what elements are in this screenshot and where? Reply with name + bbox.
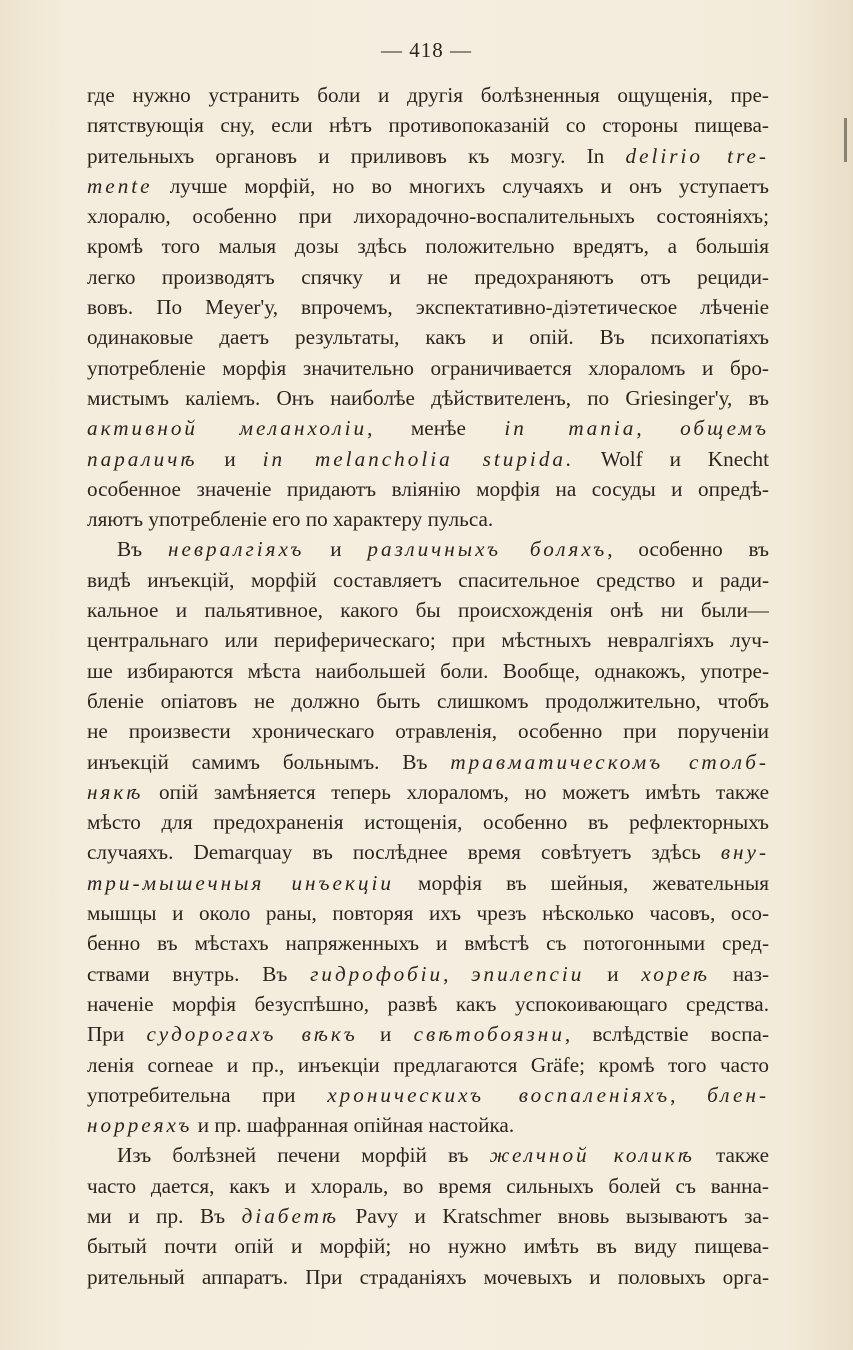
emphasis-text: активной меланхоліи <box>87 416 368 441</box>
text-segment: употребительна при <box>87 1082 328 1107</box>
text-segment: не произвести хроническаго отравленія, особенно при порученіи <box>87 719 769 744</box>
text-line <box>87 686 769 716</box>
text-segment: Въ <box>117 537 168 562</box>
emphasis-text: delirio tre- <box>625 143 769 168</box>
text-segment: хлоралю, особенно при лихорадочно-воспалительныхъ состояніяхъ; <box>87 204 769 229</box>
text-line <box>87 1050 769 1080</box>
text-line <box>87 322 769 352</box>
text-segment: ми и пр. Въ <box>87 1203 242 1228</box>
text-segment: мистымъ каліемъ. Онъ наиболѣе дѣйствителенъ, по Griesinger'у, въ <box>87 385 769 410</box>
text-segment: где нужно устранить боли и другія болѣзненныя ощущенія, пре- <box>87 83 769 107</box>
text-segment: и <box>357 1022 414 1047</box>
emphasis-text: эпилепсіи <box>471 961 585 986</box>
text-line <box>87 747 769 777</box>
text-segment: кромѣ того малыя дозы здѣсь положительно вредятъ, а большія <box>87 234 769 259</box>
text-line <box>87 383 769 413</box>
text-segment: видѣ инъекцій, морфій составляетъ спасительное средство и ради- <box>87 567 769 592</box>
text-segment: мышцы и около раны, повторяя ихъ чрезъ нѣсколько часовъ, осо- <box>87 901 769 926</box>
emphasis-text: три-мышечныя инъекціи <box>87 870 394 895</box>
page-edge-mark <box>844 118 847 162</box>
emphasis-text: блен- <box>707 1082 769 1107</box>
text-segment: особенное значеніе придаютъ вліянію морфія на сосуды и опредѣ- <box>87 476 769 501</box>
emphasis-text: общемъ <box>680 416 769 441</box>
emphasis-text: mente <box>87 173 153 198</box>
text-segment: и <box>584 961 642 986</box>
text-line <box>87 777 769 807</box>
text-segment: легко производятъ спячку и не предохраняютъ отъ рециди- <box>87 264 769 289</box>
emphasis-text: хореѣ <box>641 961 711 986</box>
emphasis-text: діабетѣ <box>241 1203 340 1228</box>
text-line <box>87 1231 769 1261</box>
text-line <box>87 928 769 958</box>
text-segment: и <box>197 446 263 471</box>
text-line <box>87 353 769 383</box>
text-segment: ляютъ употребленіе его по характеру пульса. <box>87 507 494 532</box>
emphasis-text: травматическомъ столб- <box>450 749 769 774</box>
text-line <box>87 534 769 564</box>
text-segment: При <box>87 1022 147 1047</box>
text-segment: вовъ. По Meyer'у, впрочемъ, экспектативно-діэтетическое лѣченіе <box>87 295 769 320</box>
text-segment: , <box>670 1082 708 1107</box>
text-segment: лучше морфій, но во многихъ случаяхъ и онъ уступаетъ <box>152 173 769 198</box>
emphasis-text: гидрофобіи <box>310 961 444 986</box>
emphasis-text: свѣтобоязни <box>413 1022 565 1047</box>
emphasis-text: желчной коликѣ <box>489 1143 695 1168</box>
text-line <box>87 1171 769 1201</box>
text-segment: , менѣе <box>367 416 505 441</box>
emphasis-text: някѣ <box>87 779 144 804</box>
emphasis-text: параличѣ <box>87 446 198 471</box>
text-line <box>87 504 769 534</box>
body-text <box>87 80 769 1292</box>
text-segment: инъекцій самимъ больнымъ. Въ <box>87 749 451 774</box>
text-line <box>87 474 769 504</box>
emphasis-text: хроническихъ воспаленіяхъ <box>327 1082 671 1107</box>
text-line <box>87 807 769 837</box>
text-segment: Pavy и Kratschmer вновь вызываютъ за- <box>339 1203 769 1228</box>
text-line <box>87 110 769 140</box>
emphasis-text: норреяхъ <box>87 1113 193 1138</box>
text-line <box>87 1201 769 1231</box>
text-segment: , <box>443 961 472 986</box>
text-segment: случаяхъ. Demarquay въ послѣднее время совѣтуетъ здѣсь <box>87 840 721 865</box>
text-segment: бленіе опіатовъ не должно быть слишкомъ продолжительно, чтобъ <box>87 688 769 713</box>
text-segment: пятствующія сну, если нѣтъ противопоказаній со стороны пищева- <box>87 113 769 138</box>
text-line <box>87 868 769 898</box>
text-line <box>87 262 769 292</box>
text-segment: и пр. шафранная опійная настойка. <box>192 1113 515 1138</box>
text-segment: наз- <box>710 961 769 986</box>
emphasis-text: in mania <box>504 416 637 441</box>
text-segment: рительный аппаратъ. При страданіяхъ мочевыхъ и половыхъ орга- <box>87 1264 769 1289</box>
text-segment: морфія въ шейныя, жевательныя <box>393 870 769 895</box>
text-line <box>87 898 769 928</box>
emphasis-text: судорогахъ вѣкъ <box>146 1022 358 1047</box>
emphasis-text: in melancholia stupida. <box>262 446 575 471</box>
text-segment: Изъ болѣзней печени морфій въ <box>117 1143 490 1168</box>
text-line <box>87 716 769 746</box>
text-line <box>87 171 769 201</box>
text-line <box>87 80 769 110</box>
text-segment: центральнаго или периферическаго; при мѣстныхъ невралгіяхъ луч- <box>87 628 769 653</box>
text-line <box>87 656 769 686</box>
text-segment: кальное и пальятивное, какого бы происхожденія онѣ ни были— <box>87 598 769 623</box>
text-line <box>87 413 769 443</box>
text-line <box>87 141 769 171</box>
text-segment: , <box>636 416 681 441</box>
text-line <box>87 1019 769 1049</box>
text-segment: ленія corneae и пр., инъекціи предлагаются Gräfe; кромѣ того часто <box>87 1052 769 1077</box>
emphasis-text: различныхъ боляхъ <box>367 537 608 562</box>
text-line <box>87 959 769 989</box>
page-number: — 418 — <box>381 38 472 62</box>
text-line <box>87 292 769 322</box>
text-segment: мѣсто для предохраненія истощенія, особенно въ рефлекторныхъ <box>87 810 769 835</box>
text-segment: бытый почти опій и морфій; но нужно имѣть въ виду пищева- <box>87 1234 769 1259</box>
emphasis-text: невралгіяхъ <box>167 537 305 562</box>
text-line <box>87 1080 769 1110</box>
text-segment: ствами внутрь. Въ <box>87 961 311 986</box>
text-line <box>87 989 769 1019</box>
text-line <box>87 625 769 655</box>
text-line <box>87 231 769 261</box>
text-segment: наченіе морфія безуспѣшно, развѣ какъ успокоивающаго средства. <box>87 991 769 1016</box>
text-line <box>87 837 769 867</box>
text-line <box>87 444 769 474</box>
text-segment: опій замѣняется теперь хлораломъ, но можетъ имѣть также <box>143 779 769 804</box>
text-segment: , особенно въ <box>607 537 769 562</box>
text-segment: одинаковые даетъ результаты, какъ и опій. Въ психопатіяхъ <box>87 325 769 350</box>
text-segment: часто дается, какъ и хлораль, во время сильныхъ болей съ ванна- <box>87 1173 769 1198</box>
text-line <box>87 1262 769 1292</box>
text-line <box>87 201 769 231</box>
text-segment: бенно въ мѣстахъ напряженныхъ и вмѣстѣ съ потогонными сред- <box>87 931 769 956</box>
text-line <box>87 565 769 595</box>
text-segment: и <box>304 537 368 562</box>
emphasis-text: вну- <box>720 840 769 865</box>
text-segment: Wolf и Knecht <box>574 446 769 471</box>
text-segment: , вслѣдствіе воспа- <box>564 1022 769 1047</box>
text-line <box>87 1140 769 1170</box>
text-line <box>87 595 769 625</box>
text-segment: ше избираются мѣста наибольшей боли. Вообще, однакожъ, употре- <box>87 658 769 683</box>
text-segment: также <box>694 1143 769 1168</box>
text-line <box>87 1110 769 1140</box>
text-segment: рительныхъ органовъ и приливовъ къ мозгу. In <box>87 143 626 168</box>
text-segment: употребленіе морфія значительно ограничивается хлораломъ и бро- <box>87 355 769 380</box>
